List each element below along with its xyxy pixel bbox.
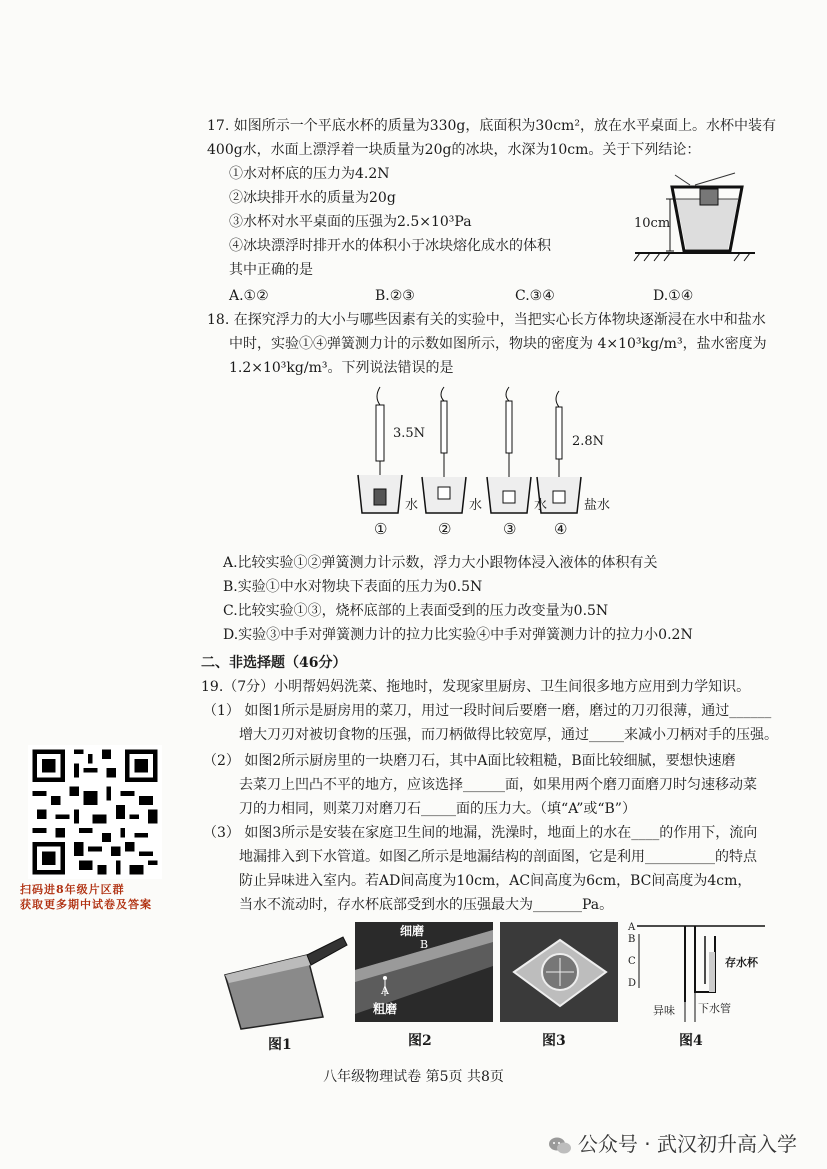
setup-1 — [358, 387, 402, 513]
fig4-odor-label: 异味 — [653, 1004, 675, 1017]
q18-stem-line2: 中时，实验①④弹簧测力计的示数如图所示，物块的密度为 4×10³kg/m³，盐水密度为 — [229, 336, 767, 352]
fig3-floor-drain — [500, 922, 618, 1022]
q17-option-a: A.①② — [229, 288, 269, 304]
fig1-cleaver — [215, 925, 350, 1030]
fig4-caption: 图4 — [679, 1033, 703, 1049]
q19-part3-line4: 当水不流动时，存水杯底部受到水的压强最大为_______Pa。 — [239, 897, 614, 913]
q17-statement-4: ④冰块漂浮时排开水的体积小于冰块熔化成水的体积 — [229, 238, 551, 254]
q18-label-2: ② — [438, 520, 452, 538]
q17-option-d: D.①④ — [653, 288, 694, 304]
q17-stem-line2: 400g水，水面上漂浮着一块质量为20g的冰块，水深为10cm。关于下列结论： — [207, 142, 701, 158]
watermark-text: 公众号 · 武汉初升高入学 — [577, 1132, 797, 1156]
q18-liquid-4: 盐水 — [584, 498, 611, 513]
qr-code[interactable] — [28, 745, 162, 879]
q17-statement-1: ①水对杯底的压力为4.2N — [229, 166, 390, 182]
q17-statement-2: ②冰块排开水的质量为20g — [229, 190, 396, 206]
fig4-letter-d: D — [628, 978, 637, 989]
q19-stem: 19.（7分）小明帮妈妈洗菜、拖地时，发现家里厨房、卫生间很多地方应用到力学知识。 — [201, 679, 751, 695]
fig2-fine-label: 细磨 — [400, 924, 425, 938]
source-watermark — [548, 1128, 797, 1157]
setup-3 — [487, 387, 531, 513]
q18-experiment-figure — [350, 385, 610, 545]
q19-part1-line1: （1） 如图1所示是厨房用的菜刀，用过一段时间后要磨一磨，磨过的刀刃很薄，通过______ — [203, 703, 772, 719]
fig3-caption: 图3 — [542, 1033, 566, 1049]
q18-label-1: ① — [374, 520, 388, 538]
q17-statement-3: ③水杯对水平桌面的压强为2.5×10³Pa — [229, 214, 472, 230]
q18-option-b: B.实验①中水对物块下表面的压力为0.5N — [223, 579, 483, 595]
section-2-heading: 二、非选择题（46分） — [201, 655, 347, 671]
setup-2 — [422, 387, 466, 513]
fig4-letter-c: C — [628, 956, 636, 967]
wechat-icon — [548, 1136, 572, 1156]
q18-option-a: A.比较实验①②弹簧测力计示数，浮力大小跟物体浸入液体的体积有关 — [223, 555, 658, 571]
q19-part3-line3: 防止异味进入室内。若AD间高度为10cm，AC间高度为6cm，BC间高度为4cm， — [239, 873, 752, 889]
q18-option-c: C.比较实验①③，烧杯底部的上表面受到的压力改变量为0.5N — [223, 603, 609, 619]
fig2-b-label: B — [420, 938, 429, 951]
q18-reading-1: 3.5N — [393, 426, 426, 441]
fig4-cup-label: 存水杯 — [725, 956, 758, 969]
q18-label-3: ③ — [503, 520, 517, 538]
q18-stem-line1: 18. 在探究浮力的大小与哪些因素有关的实验中，当把实心长方体物块逐渐浸在水中和盐水 — [207, 312, 766, 328]
q18-option-d: D.实验③中手对弹簧测力计的拉力比实验④中手对弹簧测力计的拉力小0.2N — [223, 627, 693, 643]
q17-stem-line1: 17. 如图所示一个平底水杯的质量为330g，底面积为30cm²，放在水平桌面上。水杯中装有 — [207, 118, 776, 134]
fig2-a-label: A — [381, 984, 389, 997]
fig4-pipe-label: 下水管 — [698, 1002, 731, 1015]
q18-liquid-3: 水 — [534, 498, 548, 513]
page-footer: 八年级物理试卷 第5页 共8页 — [323, 1069, 504, 1085]
q18-label-4: ④ — [554, 520, 568, 538]
fig4-letter-b: B — [628, 934, 636, 945]
fig4-letter-a: A — [628, 922, 636, 933]
q17-ask: 其中正确的是 — [229, 262, 313, 278]
q19-part2-line1: （2） 如图2所示厨房里的一块磨刀石，其中A面比较粗糙，B面比较细腻，要想快速磨 — [203, 753, 736, 769]
q17-depth-label: 10cm — [634, 216, 671, 231]
qr-caption-line1: 扫码进8年级片区群 — [20, 883, 125, 896]
q18-stem-line3: 1.2×10³kg/m³。下列说法错误的是 — [229, 360, 454, 376]
q19-part3-line1: （3） 如图3所示是安装在家庭卫生间的地漏，洗澡时，地面上的水在____的作用下，流向 — [203, 825, 758, 841]
q17-cup-figure — [630, 165, 760, 265]
fig2-caption: 图2 — [408, 1033, 432, 1049]
q18-liquid-2: 水 — [469, 498, 483, 513]
q19-part2-line2: 去菜刀上凹凸不平的地方，应该选择______面，如果用两个磨刀面磨刀时匀速移动菜 — [239, 777, 757, 793]
q19-part3-line2: 地漏排入到下水管道。如图乙所示是地漏结构的剖面图，它是利用__________的特点 — [239, 849, 757, 865]
q19-part1-line2: 增大刀刃对被切食物的压强，而刀柄做得比较宽厚，通过_____来减小刀柄对手的压强。 — [239, 727, 778, 743]
q18-liquid-1: 水 — [405, 498, 419, 513]
fig2-coarse-label: 粗磨 — [373, 1002, 398, 1016]
q18-reading-4: 2.8N — [572, 434, 605, 449]
qr-caption-line2: 获取更多期中试卷及答案 — [20, 898, 152, 911]
q17-option-c: C.③④ — [515, 288, 555, 304]
q19-part2-line3: 刀的力相同，则菜刀对磨刀石_____面的压力大。（填“A”或“B”） — [239, 801, 636, 817]
q17-option-b: B.②③ — [375, 288, 415, 304]
fig1-caption: 图1 — [268, 1037, 292, 1053]
